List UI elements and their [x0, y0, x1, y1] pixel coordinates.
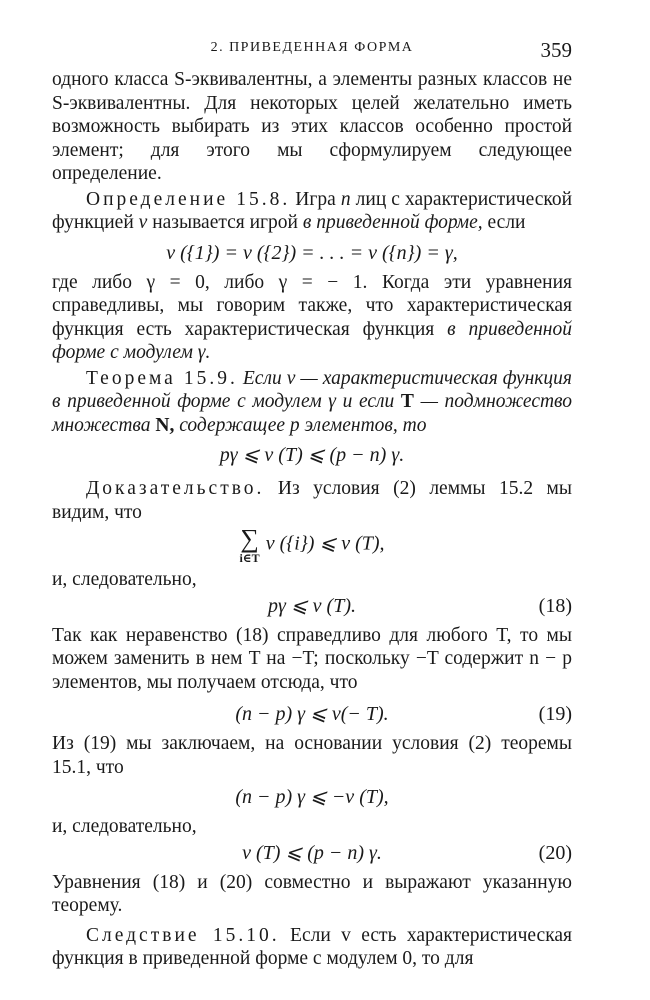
equation-definition: v ({1}) = v ({2}) = . . . = v ({n}) = γ,	[166, 241, 458, 264]
equation-18: pγ ⩽ v (T). (18)	[268, 594, 572, 617]
paragraph-modulus: где либо γ = 0, либо γ = − 1. Когда эти уравнения справедливы, мы говорим также, что характеристическая функция есть характеристическая функция в приведенной форме с модулем γ.	[52, 271, 572, 363]
equation-18-number: (18)	[538, 594, 572, 617]
equation-19-number: (19)	[538, 703, 572, 725]
equation-20: v (T) ⩽ (p − n) γ. (20)	[242, 841, 572, 864]
paragraph-equations-together: Уравнения (18) и (20) совместно и выражают указанную теорему.	[52, 871, 572, 916]
sum-operator	[239, 526, 259, 564]
definition-label: Определение 15.8.	[86, 188, 291, 210]
theorem-label: Теорема 15.9.	[86, 367, 238, 389]
running-title: 2. ПРИВЕДЕННАЯ ФОРМА	[210, 40, 414, 55]
definition-15-8: Определение 15.8. Игра n лиц с характеристической функцией v называется игрой в приведенной форме, если	[52, 188, 573, 233]
page-header	[52, 38, 572, 68]
corollary-label: Следствие 15.10.	[86, 924, 280, 946]
page-number: 359	[540, 38, 572, 62]
text-and-hence-2: и, следовательно,	[52, 816, 197, 837]
book-page	[52, 38, 572, 971]
paragraph-intro: одного класса S-эквивалентны, а элементы разных классов не S-эквивалентны. Для некоторых целей желательно иметь возможность выбирать из этих классов особенно простой элемент; для этого мы сформулируем следующее определение.	[52, 69, 572, 184]
theorem-15-9: Теорема 15.9. Если v — характеристическая функция в приведенной форме с модулем γ и если T — подмножество множества N, содержащее p элементов, то	[52, 367, 573, 436]
paragraph-replace-t: Так как неравенство (18) справедливо для любого T, то мы можем заменить в нем T на −T; поскольку −T содержит n − p элементов, мы получаем отсюда, что	[52, 624, 572, 693]
text-and-hence-1: и, следовательно,	[52, 569, 197, 590]
proof-label: Доказательство.	[86, 478, 265, 499]
corollary-15-10: Следствие 15.10. Если v есть характеристическая функция в приведенной форме с модулем 0, то для	[52, 924, 572, 969]
sum-sign: ∑	[240, 524, 259, 553]
paragraph-conclude: Из (19) мы заключаем, на основании условия (2) теоремы 15.1, что	[52, 733, 572, 778]
sum-index: i∈T	[239, 551, 260, 565]
equation-19: (n − p) γ ⩽ v(− T). (19)	[235, 703, 572, 725]
equation-sum	[52, 526, 572, 564]
proof-intro: Доказательство. Из условия (2) леммы 15.2 мы видим, что	[52, 478, 572, 523]
equation-theorem: pγ ⩽ v (T) ⩽ (p − n) γ.	[219, 444, 405, 466]
equation-20-number: (20)	[538, 841, 572, 864]
sum-body: v ({i}) ⩽ v (T),	[265, 532, 385, 555]
equation-intermediate: (n − p) γ ⩽ −v (T),	[235, 786, 389, 808]
